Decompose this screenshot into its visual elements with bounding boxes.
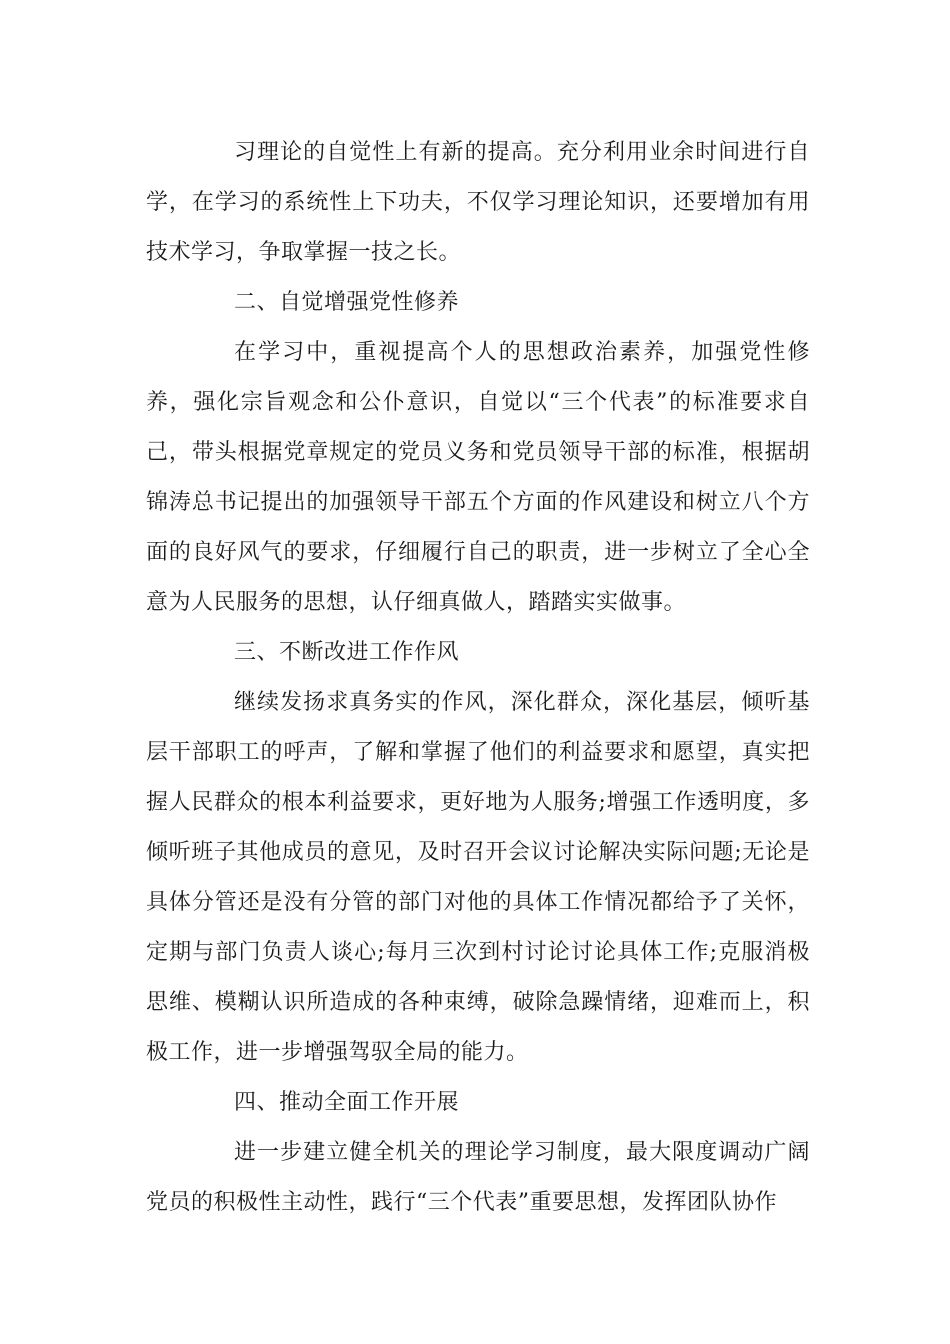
paragraph-party-spirit: 在学习中，重视提高个人的思想政治素养，加强党性修养，强化宗旨观念和公仆意识，自觉以“三个代表”的标准要求自己，带头根据党章规定的党员义务和党员领导干部的标准，根据胡锦涛总书记提出的加强领导干部五个方面的作风建设和树立八个方面的良好风气的要求，仔细履行自己的职责，进一步树立了全心全意为人民服务的思想，认仔细真做人，踏踏实实做事。 [146, 340, 810, 615]
heading-work-style: 三、不断改进工作作风 [234, 640, 460, 665]
paragraph-study-continuation: 习理论的自觉性上有新的提高。充分利用业余时间进行自学，在学习的系统性上下功夫，不仅学习理论知识，还要增加有用技术学习，争取掌握一技之长。 [146, 140, 810, 265]
heading-party-spirit: 二、自觉增强党性修养 [234, 290, 460, 315]
paragraph-promote-work: 进一步建立健全机关的理论学习制度，最大限度调动广阔党员的积极性主动性，践行“三个代表”重要思想，发挥团队协作 [146, 1140, 810, 1215]
document-body [146, 128, 810, 1228]
heading-promote-work: 四、推动全面工作开展 [234, 1090, 460, 1115]
paragraph-work-style: 继续发扬求真务实的作风，深化群众，深化基层，倾听基层干部职工的呼声，了解和掌握了他们的利益要求和愿望，真实把握人民群众的根本利益要求，更好地为人服务;增强工作透明度，多倾听班子其他成员的意见，及时召开会议讨论解决实际问题;无论是具体分管还是没有分管的部门对他的具体工作情况都给予了关怀，定期与部门负责人谈心;每月三次到村讨论讨论具体工作;克服消极思维、模糊认识所造成的各种束缚，破除急躁情绪，迎难而上，积极工作，进一步增强驾驭全局的能力。 [146, 690, 810, 1065]
